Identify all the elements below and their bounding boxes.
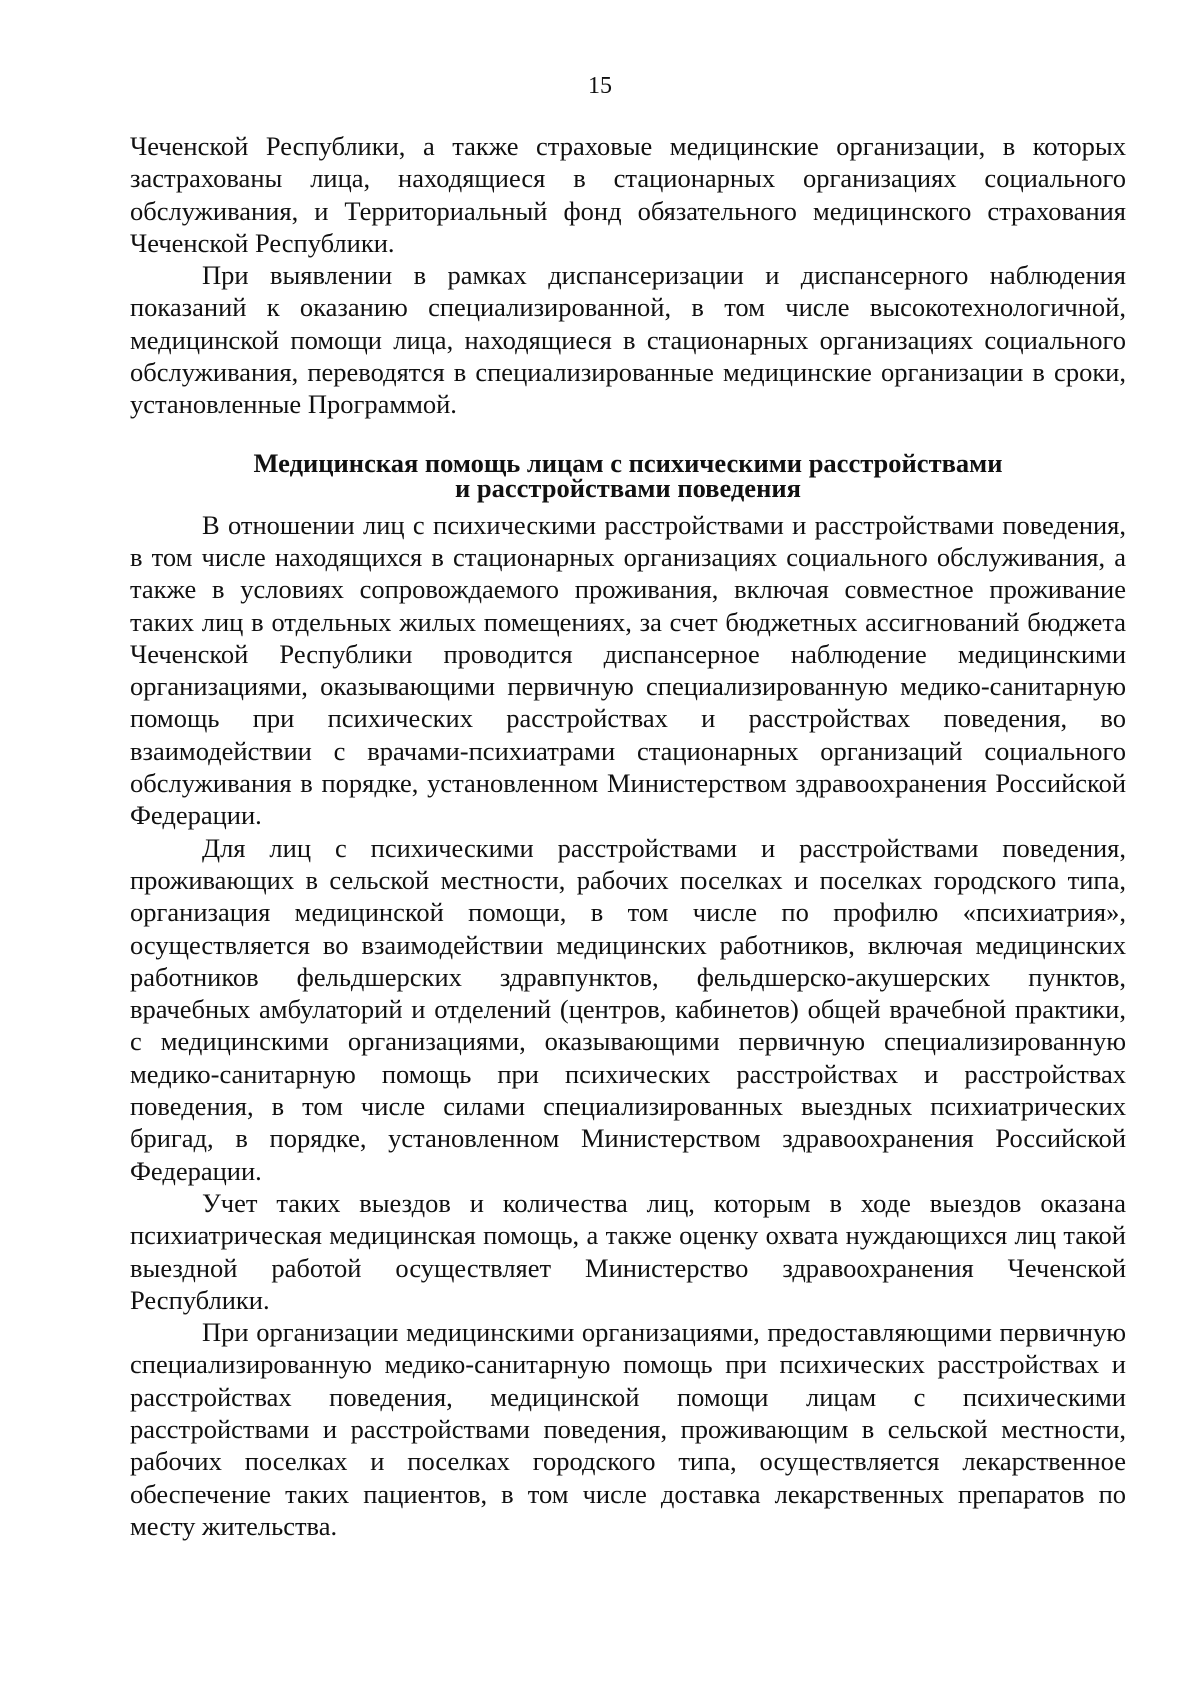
paragraph-drug-supply: При организации медицинскими организациями, предоставляющими первичную специализированную медико-санитарную помощь при психических расстройствах и расстройствах поведения, медицинской помощи лицам с психическими расстройствами и расстройствами поведения, проживающим в сельской местности, рабочих поселках и поселках городского типа, осуществляется лекарственное обеспечение таких пациентов, в том числе доставка лекарственных препаратов по месту жительства.	[130, 1317, 1126, 1541]
paragraph-continuation: Чеченской Республики, а также страховые медицинские организации, в которых застрахованы лица, находящиеся в стационарных организациях социального обслуживания, и Территориальный фонд обязательного медицинского страхования Чеченской Республики.	[130, 131, 1126, 258]
paragraph-dispensary-observation: В отношении лиц с психическими расстройствами и расстройствами поведения, в том числе находящихся в стационарных организациях социального обслуживания, а также в условиях сопровождаемого проживания, включая совместное проживание таких лиц в отдельных жилых помещениях, за счет бюджетных ассигнований бюджета Чеченской Республики проводится диспансерное наблюдение медицинскими организациями, оказывающими первичную специализированную медико-санитарную помощь при психических расстройствах и расстройствах поведения, во взаимодействии с врачами-психиатрами стационарных организаций социального обслуживания в порядке, установленном Министерством здравоохранения Российской Федерации.	[130, 509, 1126, 831]
paragraph-visit-accounting: Учет таких выездов и количества лиц, которым в ходе выездов оказана психиатрическая медицинская помощь, а также оценку охвата нуждающихся лиц такой выездной работой осуществляет Министерство здравоохранения Чеченской Республики.	[130, 1187, 1126, 1315]
page-number: 15	[588, 73, 612, 99]
section-heading	[130, 447, 1126, 503]
section-heading-line-1: Медицинская помощь лицам с психическими расстройствами	[253, 447, 1003, 478]
paragraph-rural-care: Для лиц с психическими расстройствами и расстройствами поведения, проживающих в сельской местности, рабочих поселках и поселках городского типа, организация медицинской помощи, в том числе по профилю «психиатрия», осуществляется во взаимодействии медицинских работников, включая медицинских работников фельдшерских здравпунктов, фельдшерско-акушерских пунктов, врачебных амбулаторий и отделений (центров, кабинетов) общей врачебной практики, с медицинскими организациями, оказывающими первичную специализированную медико-санитарную помощь при психических расстройствах и расстройствах поведения, в том числе силами специализированных выездных психиатрических бригад, в порядке, установленном Министерством здравоохранения Российской Федерации.	[130, 832, 1126, 1186]
document-body	[130, 130, 1126, 1542]
section-heading-line-2: и расстройствами поведения	[455, 472, 801, 503]
paragraph-dispensary-transfer: При выявлении в рамках диспансеризации и диспансерного наблюдения показаний к оказанию специализированной, в том числе высокотехнологичной, медицинской помощи лица, находящиеся в стационарных организациях социального обслуживания, переводятся в специализированные медицинские организации в сроки, установленные Программой.	[130, 260, 1126, 420]
